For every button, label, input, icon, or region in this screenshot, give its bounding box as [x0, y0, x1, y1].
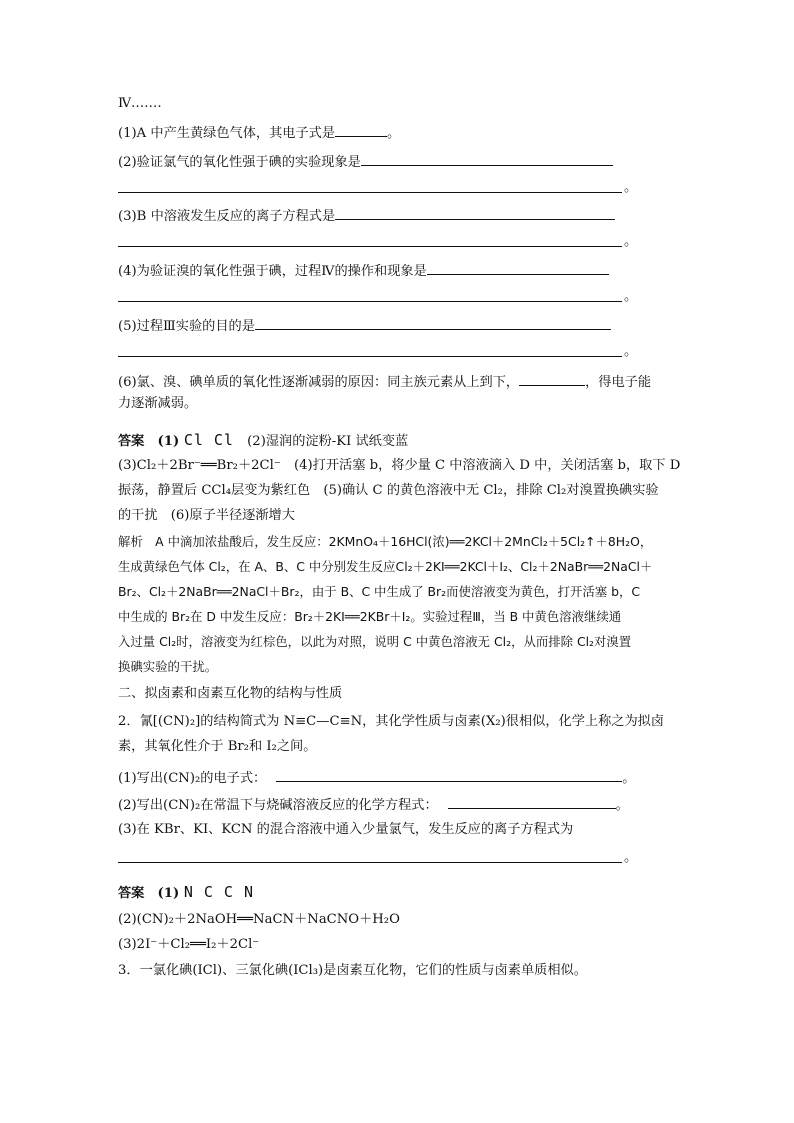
- question-6-text: (6)氯、溴、碘单质的氧化性逐渐减弱的原因：同主族元素从上到下，: [118, 375, 520, 390]
- question-2-2: [118, 795, 629, 814]
- question-2-3: (3)在 KBr、KI、KCN 的混合溶液中通入少量氯气，发生反应的离子方程式为: [118, 822, 574, 837]
- period: 。: [624, 344, 638, 359]
- line-iv: Ⅳ.……: [118, 96, 162, 111]
- question-1: [118, 123, 400, 142]
- period: 。: [615, 798, 629, 813]
- answer-blank: [255, 316, 611, 330]
- period: 。: [622, 771, 636, 786]
- period: 。: [624, 289, 638, 304]
- question-2-stem-cont: 素，其氧化性介于 Br₂和 I₂之间。: [118, 739, 317, 754]
- question-2-stem: 2．氰[(CN)₂]的结构简式为 N≡C—C≡N，其化学性质与卤素(X₂)很相似，化学上称之为拟卤: [118, 714, 665, 729]
- answer-line: [118, 246, 622, 247]
- answer-2-1: [118, 884, 254, 902]
- answer-blank: [427, 261, 609, 275]
- question-2-text: (2)验证氯气的氧化性强于碘的实验现象是: [118, 155, 361, 170]
- answer-blank: [519, 372, 585, 386]
- answer-blank: [448, 795, 616, 809]
- analysis-line-5: 入过量 Cl₂时，溶液变为红棕色，以此为对照，说明 C 中黄色溶液无 Cl₂，从而排除 Cl₂对溴置: [118, 634, 632, 649]
- question-2-1-text: (1)写出(CN)₂的电子式：: [118, 771, 267, 786]
- question-3: 3．一氯化碘(ICl)、三氯化碘(ICl₃)是卤素互化物，它们的性质与卤素单质相似。: [118, 963, 587, 978]
- period: 。: [387, 126, 401, 141]
- answer-line-3: 振荡，静置后 CCl₄层变为紫红色 (5)确认 C 的黄色溶液中无 Cl₂，排除 Cl₂对溴置换碘实验: [118, 483, 659, 498]
- answer-2-1-label: 答案 (1): [118, 886, 184, 901]
- question-6-cont: 力逐渐减弱。: [118, 396, 198, 411]
- answer-blank: [361, 152, 613, 166]
- question-2: [118, 152, 613, 171]
- question-5-text: (5)过程Ⅲ实验的目的是: [118, 319, 255, 334]
- answer-1-rest: (2)湿润的淀粉-KI 试纸变蓝: [233, 434, 409, 449]
- cl2-electron-formula: Cl Cl: [183, 431, 234, 449]
- answer-line-2: (3)Cl₂＋2Br⁻══Br₂＋2Cl⁻ (4)打开活塞 b，将少量 C 中溶液滴入 D 中，关闭活塞 b，取下 D: [118, 458, 681, 473]
- cn2-electron-formula: N C C N: [183, 883, 255, 901]
- question-5: [118, 316, 611, 335]
- period: 。: [624, 234, 638, 249]
- question-2-2-text: (2)写出(CN)₂在常温下与烧碱溶液反应的化学方程式：: [118, 798, 438, 813]
- analysis-line-4: 中生成的 Br₂在 D 中发生反应：Br₂＋2KI══2KBr＋I₂。实验过程Ⅲ，当 B 中黄色溶液继续通: [118, 609, 622, 624]
- analysis-line-2: 生成黄绿色气体 Cl₂，在 A、B、C 中分别发生反应Cl₂＋2KI══2KCl＋I₂、Cl₂＋2NaBr══2NaCl＋: [118, 559, 653, 574]
- answer-2-3: (3)2I⁻＋Cl₂══I₂＋2Cl⁻: [118, 937, 260, 952]
- question-4-text: (4)为验证溴的氧化性强于碘，过程Ⅳ的操作和现象是: [118, 264, 427, 279]
- answer-line: [118, 192, 622, 193]
- answer-2-2: (2)(CN)₂＋2NaOH══NaCN＋NaCNO＋H₂O: [118, 912, 400, 927]
- answer-1: [118, 432, 408, 450]
- answer-blank: [276, 768, 622, 782]
- period: 。: [624, 180, 638, 195]
- answer-blank: [335, 123, 387, 137]
- answer-line: [118, 356, 622, 357]
- question-6-tail: ，得电子能: [585, 375, 652, 390]
- answer-1-label: 答案 (1): [118, 434, 184, 449]
- analysis-line-1: 解析 A 中滴加浓盐酸后，发生反应：2KMnO₄＋16HCl(浓)══2KCl＋2MnCl₂＋5Cl₂↑＋8H₂O，: [118, 534, 653, 549]
- question-2-1: [118, 768, 635, 787]
- answer-blank: [335, 206, 615, 220]
- answer-line: [118, 862, 622, 863]
- question-3: [118, 206, 615, 225]
- question-1-text: (1)A 中产生黄绿色气体，其电子式是: [118, 126, 336, 141]
- analysis-line-6: 换碘实验的干扰。: [118, 659, 218, 674]
- section-heading: 二、拟卤素和卤素互化物的结构与性质: [118, 686, 343, 701]
- answer-line: [118, 301, 622, 302]
- question-3-text: (3)B 中溶液发生反应的离子方程式是: [118, 209, 336, 224]
- answer-line-4: 的干扰 (6)原子半径逐渐增大: [118, 508, 295, 523]
- question-4: [118, 261, 609, 280]
- period: 。: [624, 850, 638, 865]
- question-6: [118, 372, 651, 391]
- analysis-line-3: Br₂、Cl₂＋2NaBr══2NaCl＋Br₂，由于 B、C 中生成了 Br₂而使溶液变为黄色，打开活塞 b，C: [118, 584, 641, 599]
